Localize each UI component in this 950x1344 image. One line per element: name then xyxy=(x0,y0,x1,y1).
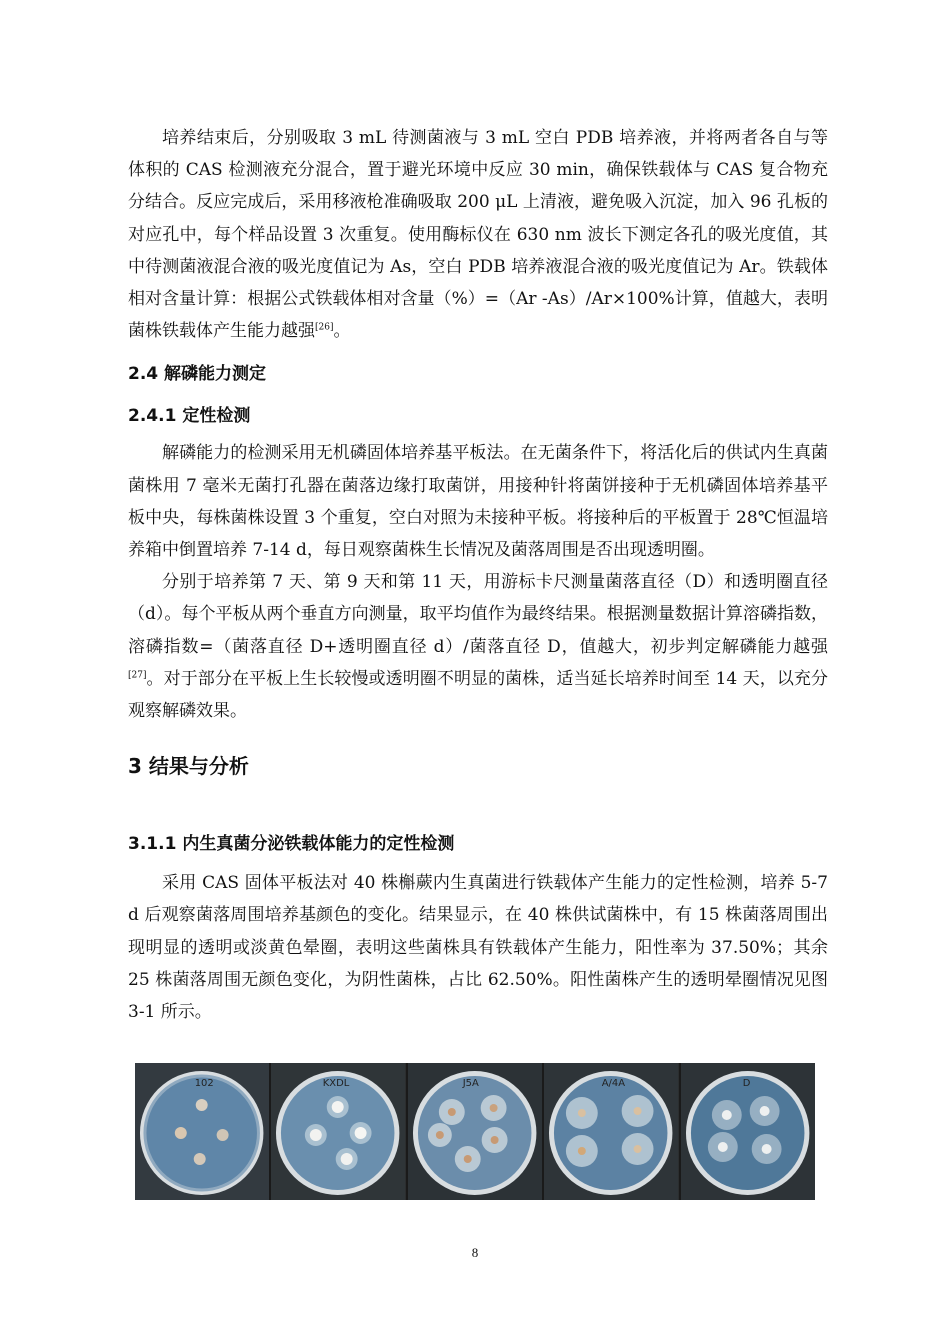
plate-label: D xyxy=(742,1077,751,1090)
heading-2-4: 2.4 解磷能力测定 xyxy=(128,364,267,385)
paragraph-end: 。 xyxy=(333,321,351,342)
heading-3-1-1: 3.1.1 内生真菌分泌铁载体能力的定性检测 xyxy=(128,834,455,855)
heading-3: 3 结果与分析 xyxy=(128,754,249,779)
paragraph-siderophore-method xyxy=(128,122,828,347)
plate-image-2 xyxy=(271,1063,405,1200)
plate-image-3 xyxy=(408,1063,542,1200)
paragraph-phosphate-measure xyxy=(128,566,828,727)
paragraph-end: 。对于部分在平板上生长较慢或透明圈不明显的菌株，适当延长培养时间至 14 天，以充分观察解磷效果。 xyxy=(128,668,828,722)
plate-image-1 xyxy=(135,1063,269,1200)
paragraph-phosphate-method: 解磷能力的检测采用无机磷固体培养基平板法。在无菌条件下，将活化后的供试内生真菌菌株用 7 毫米无菌打孔器在菌落边缘打取菌饼，用接种针将菌饼接种于无机磷固体培养基平板中央，每株菌株设置 3 个重复，空白对照为未接种平板。将接种后的平板置于 28℃恒温培养箱中倒置培养 7-14 d，每日观察菌株生长情况及菌落周围是否出现透明圈。 xyxy=(128,443,828,561)
plate-label: A/4A xyxy=(601,1077,626,1090)
paragraph-text: 分别于培养第 7 天、第 9 天和第 11 天，用游标卡尺测量菌落直径（D）和透明圈直径（d）。每个平板从两个垂直方向测量，取平均值作为最终结果。根据测量数据计算溶磷指数，溶磷指数=（菌落直径 D+透明圈直径 d）/菌落直径 D，值越大，初步判定解磷能力越强 xyxy=(128,572,828,657)
plate-image-4 xyxy=(544,1063,678,1200)
figure-petri-plates xyxy=(135,1063,815,1200)
paragraph-text: 培养结束后，分别吸取 3 mL 待测菌液与 3 mL 空白 PDB 培养液，并将两者各自与等体积的 CAS 检测液充分混合，置于避光环境中反应 30 min，确保铁载体与 CAS 复合物充分结合。反应完成后，采用移液枪准确吸取 200 μL 上清液，避免吸入沉淀，加入 96 孔板的对应孔中，每个样品设置 3 次重复。使用酶标仪在 630 nm 波长下测定各孔的吸光度值，其中待测菌液混合液的吸光度值记为 As，空白 PDB 培养液混合液的吸光度值记为 Ar。铁载体相对含量计算：根据公式铁载体相对含量（%）=（Ar -As）/Ar×100%计算，值越大，表明菌株铁载体产生能力越强 xyxy=(128,128,828,342)
citation-ref: [26] xyxy=(315,322,334,333)
plate-label: 102 xyxy=(194,1077,214,1090)
main-content xyxy=(128,122,828,1028)
plate-label: J5A xyxy=(462,1077,479,1090)
page-number: 8 xyxy=(471,1245,479,1260)
paragraph-siderophore-results: 采用 CAS 固体平板法对 40 株槲蕨内生真菌进行铁载体产生能力的定性检测，培养 5-7 d 后观察菌落周围培养基颜色的变化。结果显示，在 40 株供试菌株中，有 15 株菌落周围出现明显的透明或淡黄色晕圈，表明这些菌株具有铁载体产生能力，阳性率为 37.50%；其余 25 株菌落周围无颜色变化，为阴性菌株，占比 62.50%。阳性菌株产生的透明晕圈情况见图 3-1 所示。 xyxy=(128,873,828,1023)
heading-2-4-1: 2.4.1 定性检测 xyxy=(128,406,251,427)
citation-ref: [27] xyxy=(128,670,147,681)
plate-image-5 xyxy=(681,1063,815,1200)
plate-label: KXDL xyxy=(323,1077,350,1090)
